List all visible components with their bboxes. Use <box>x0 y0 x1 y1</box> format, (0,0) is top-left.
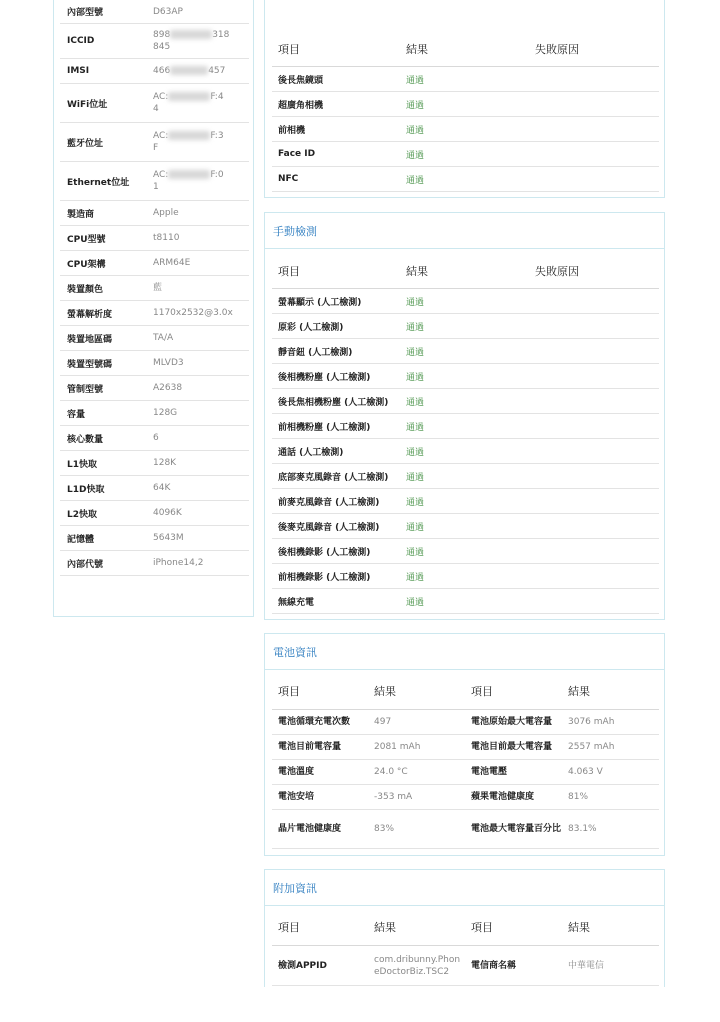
header-result-1: 結果 <box>374 684 396 698</box>
redacted-value <box>168 170 210 179</box>
row-value: 藍 <box>153 283 163 293</box>
row-value: 64K <box>153 483 171 493</box>
item-label: 電池目前電容量 <box>278 742 342 752</box>
item-label: 電池循環充電次數 <box>278 717 351 727</box>
check-result: 通過 <box>406 100 425 111</box>
table-row <box>272 539 659 564</box>
header-result: 結果 <box>406 42 428 56</box>
check-result: 通過 <box>406 297 425 308</box>
row-value: TA/A <box>153 333 174 343</box>
table-row <box>272 167 659 192</box>
row-value: 4096K <box>153 508 182 518</box>
check-item: 通話 (人工檢測) <box>278 447 344 458</box>
additional-info-panel <box>264 869 665 987</box>
check-result: 通過 <box>406 547 425 558</box>
value-start: AC: <box>153 92 169 102</box>
value-end: 318 <box>212 30 230 40</box>
table-row <box>60 276 249 301</box>
row-value: A2638 <box>153 383 183 393</box>
check-result: 通過 <box>406 372 425 383</box>
header-item: 項目 <box>278 42 300 56</box>
item-value: 4.063 V <box>568 767 603 777</box>
table-row <box>60 226 249 251</box>
value-line-2: 1 <box>153 182 159 192</box>
header-result: 結果 <box>406 264 428 278</box>
item-label: 蘋果電池健康度 <box>471 792 535 802</box>
table-row <box>60 251 249 276</box>
check-item: Face ID <box>278 149 316 159</box>
item-label: 電信商名稱 <box>471 960 517 971</box>
redacted-value <box>168 131 210 140</box>
table-row <box>60 501 249 526</box>
table-row <box>60 326 249 351</box>
table-row <box>60 351 249 376</box>
table-row <box>272 142 659 167</box>
table-row <box>60 0 249 24</box>
row-key: 藍牙位址 <box>67 138 104 149</box>
check-result: 通過 <box>406 597 425 608</box>
check-result: 通過 <box>406 397 425 408</box>
table-row <box>60 59 249 84</box>
table-row <box>60 201 249 226</box>
check-item: 無線充電 <box>278 597 315 608</box>
table-row <box>60 426 249 451</box>
row-value: D63AP <box>153 6 183 17</box>
header-reason: 失敗原因 <box>535 42 579 56</box>
value-start: 898 <box>153 30 171 40</box>
item-label: 晶片電池健康度 <box>278 824 342 834</box>
value-start: AC: <box>153 131 169 141</box>
panel-title: 電池資訊 <box>265 634 664 670</box>
table-row <box>272 389 659 414</box>
table-header <box>272 910 659 946</box>
table-row <box>272 364 659 389</box>
item-value: 2081 mAh <box>374 742 421 752</box>
row-key: Ethernet位址 <box>67 177 130 188</box>
row-value <box>153 29 249 53</box>
table-row <box>60 401 249 426</box>
row-key: ICCID <box>67 36 95 46</box>
item-label: 電池最大電容量百分比 <box>471 824 562 834</box>
row-key: 管制型號 <box>67 384 104 395</box>
table-row <box>60 526 249 551</box>
row-key: 裝置地區碼 <box>67 334 113 345</box>
row-value: ARM64E <box>153 258 191 268</box>
check-result: 通過 <box>406 497 425 508</box>
table-row <box>272 117 659 142</box>
header-result-1: 結果 <box>374 920 396 934</box>
check-item: 前麥克風錄音 (人工檢測) <box>278 497 380 508</box>
row-key: 製造商 <box>67 209 95 220</box>
additional-info-table <box>272 910 659 986</box>
auto-check-table <box>272 31 659 192</box>
table-row <box>272 760 659 785</box>
row-key: 記憶體 <box>67 534 95 545</box>
value-line-2: 4 <box>153 104 159 114</box>
check-item: 後麥克風錄音 (人工檢測) <box>278 522 380 533</box>
check-item: 前相機 <box>278 125 306 136</box>
table-row <box>272 289 659 314</box>
manual-check-table <box>272 253 659 614</box>
check-result: 通過 <box>406 422 425 433</box>
check-result: 通過 <box>406 472 425 483</box>
row-value <box>153 65 249 77</box>
table-row <box>272 710 659 735</box>
row-key: L1D快取 <box>67 484 105 495</box>
table-row <box>272 735 659 760</box>
table-header <box>272 31 659 67</box>
item-value: 83% <box>374 824 395 834</box>
row-key: CPU架構 <box>67 259 106 270</box>
item-value: 83.1% <box>568 824 597 834</box>
row-key: 內部型號 <box>67 8 104 18</box>
table-row <box>272 464 659 489</box>
item-value: 497 <box>374 717 392 727</box>
check-result: 通過 <box>406 447 425 458</box>
check-result: 通過 <box>406 75 425 86</box>
redacted-value <box>170 30 212 39</box>
table-header <box>272 674 659 710</box>
check-item: 後長焦相機粉塵 (人工檢測) <box>278 397 389 408</box>
value-line <box>153 91 249 103</box>
item-label: 檢測APPID <box>278 960 327 971</box>
device-info-panel <box>53 0 254 617</box>
table-row <box>272 564 659 589</box>
row-key: 螢幕解析度 <box>67 309 113 320</box>
table-header <box>272 253 659 289</box>
panel-title: 手動檢測 <box>265 213 664 249</box>
table-row <box>60 301 249 326</box>
value-line-2: F <box>153 143 159 153</box>
header-item-2: 項目 <box>471 920 493 934</box>
table-row <box>272 414 659 439</box>
value-end: F:0 <box>210 170 224 180</box>
item-label: 電池原始最大電容量 <box>471 717 553 727</box>
table-row <box>60 451 249 476</box>
table-row <box>60 123 249 162</box>
row-value: 128G <box>153 408 178 418</box>
table-row <box>272 514 659 539</box>
check-item: 螢幕顯示 (人工檢測) <box>278 297 362 308</box>
row-key: 核心數量 <box>67 434 104 445</box>
row-key: WiFi位址 <box>67 99 108 110</box>
check-item: NFC <box>278 174 299 184</box>
check-result: 通過 <box>406 322 425 333</box>
table-row <box>272 589 659 614</box>
item-value: 中華電信 <box>568 960 605 971</box>
item-value: -353 mA <box>374 792 413 802</box>
row-key: CPU型號 <box>67 234 106 245</box>
header-item-1: 項目 <box>278 684 300 698</box>
table-row <box>272 339 659 364</box>
row-key: 內部代號 <box>67 559 104 570</box>
table-row <box>272 810 659 849</box>
row-value: 1170x2532@3.0x <box>153 308 233 318</box>
check-item: 前相機粉塵 (人工檢測) <box>278 422 371 433</box>
value-end: F:3 <box>210 131 224 141</box>
row-value: 6 <box>153 433 159 443</box>
row-key: L2快取 <box>67 509 97 520</box>
table-row <box>60 376 249 401</box>
row-value <box>153 169 249 193</box>
row-key: IMSI <box>67 66 90 76</box>
item-label: 電池安培 <box>278 792 315 802</box>
row-value: Apple <box>153 208 179 218</box>
value-line <box>153 169 249 181</box>
table-row <box>60 476 249 501</box>
item-label: 電池電壓 <box>471 767 508 777</box>
table-row <box>60 162 249 201</box>
value-line <box>153 65 249 77</box>
check-item: 靜音鈕 (人工檢測) <box>278 347 353 358</box>
value-line <box>153 29 249 41</box>
check-result: 通過 <box>406 522 425 533</box>
check-item: 後長焦鏡頭 <box>278 75 324 86</box>
row-value: MLVD3 <box>153 358 184 368</box>
row-key: L1快取 <box>67 459 97 470</box>
row-value: 128K <box>153 458 177 468</box>
table-row <box>272 314 659 339</box>
check-item: 底部麥克風錄音 (人工檢測) <box>278 472 389 483</box>
table-row <box>272 67 659 92</box>
value-end: F:4 <box>210 92 224 102</box>
row-value <box>153 130 249 154</box>
header-result-2: 結果 <box>568 684 590 698</box>
value-line-2: 845 <box>153 42 171 52</box>
auto-check-panel <box>264 0 665 198</box>
battery-panel <box>264 633 665 856</box>
header-result-2: 結果 <box>568 920 590 934</box>
check-result: 通過 <box>406 572 425 583</box>
check-result: 通過 <box>406 175 425 186</box>
item-value: 24.0 °C <box>374 767 408 777</box>
table-row <box>60 84 249 123</box>
table-row <box>272 92 659 117</box>
check-item: 前相機錄影 (人工檢測) <box>278 572 371 583</box>
header-reason: 失敗原因 <box>535 264 579 278</box>
row-value: iPhone14,2 <box>153 558 204 568</box>
row-key: 容量 <box>67 409 86 420</box>
item-value: com.dribunny.PhoneDoctorBiz.TSC2 <box>374 954 461 977</box>
check-item: 後相機錄影 (人工檢測) <box>278 547 371 558</box>
check-result: 通過 <box>406 125 425 136</box>
row-value <box>153 91 249 115</box>
redacted-value <box>170 66 208 75</box>
row-key: 裝置顏色 <box>67 284 104 295</box>
value-end: 457 <box>208 66 226 76</box>
value-start: AC: <box>153 170 169 180</box>
header-item: 項目 <box>278 264 300 278</box>
battery-table <box>272 674 659 849</box>
check-item: 後相機粉塵 (人工檢測) <box>278 372 371 383</box>
item-value: 3076 mAh <box>568 717 615 727</box>
value-line <box>153 130 249 142</box>
check-result: 通過 <box>406 150 425 161</box>
check-result: 通過 <box>406 347 425 358</box>
row-value: t8110 <box>153 233 180 243</box>
table-row <box>272 489 659 514</box>
manual-check-panel <box>264 212 665 620</box>
device-info-table <box>60 0 249 576</box>
row-value: 5643M <box>153 533 184 543</box>
check-item: 超廣角相機 <box>278 100 324 111</box>
header-item-1: 項目 <box>278 920 300 934</box>
check-item: 原彩 (人工檢測) <box>278 322 344 333</box>
table-row <box>272 439 659 464</box>
item-value: 2557 mAh <box>568 742 615 752</box>
table-row <box>272 946 659 986</box>
item-label: 電池目前最大電容量 <box>471 742 553 752</box>
table-row <box>60 551 249 576</box>
header-item-2: 項目 <box>471 684 493 698</box>
redacted-value <box>168 92 210 101</box>
item-label: 電池溫度 <box>278 767 315 777</box>
panel-title: 附加資訊 <box>265 870 664 906</box>
table-row <box>272 785 659 810</box>
row-key: 裝置型號碼 <box>67 359 113 370</box>
table-row <box>60 24 249 59</box>
value-start: 466 <box>153 66 171 76</box>
item-value: 81% <box>568 792 589 802</box>
